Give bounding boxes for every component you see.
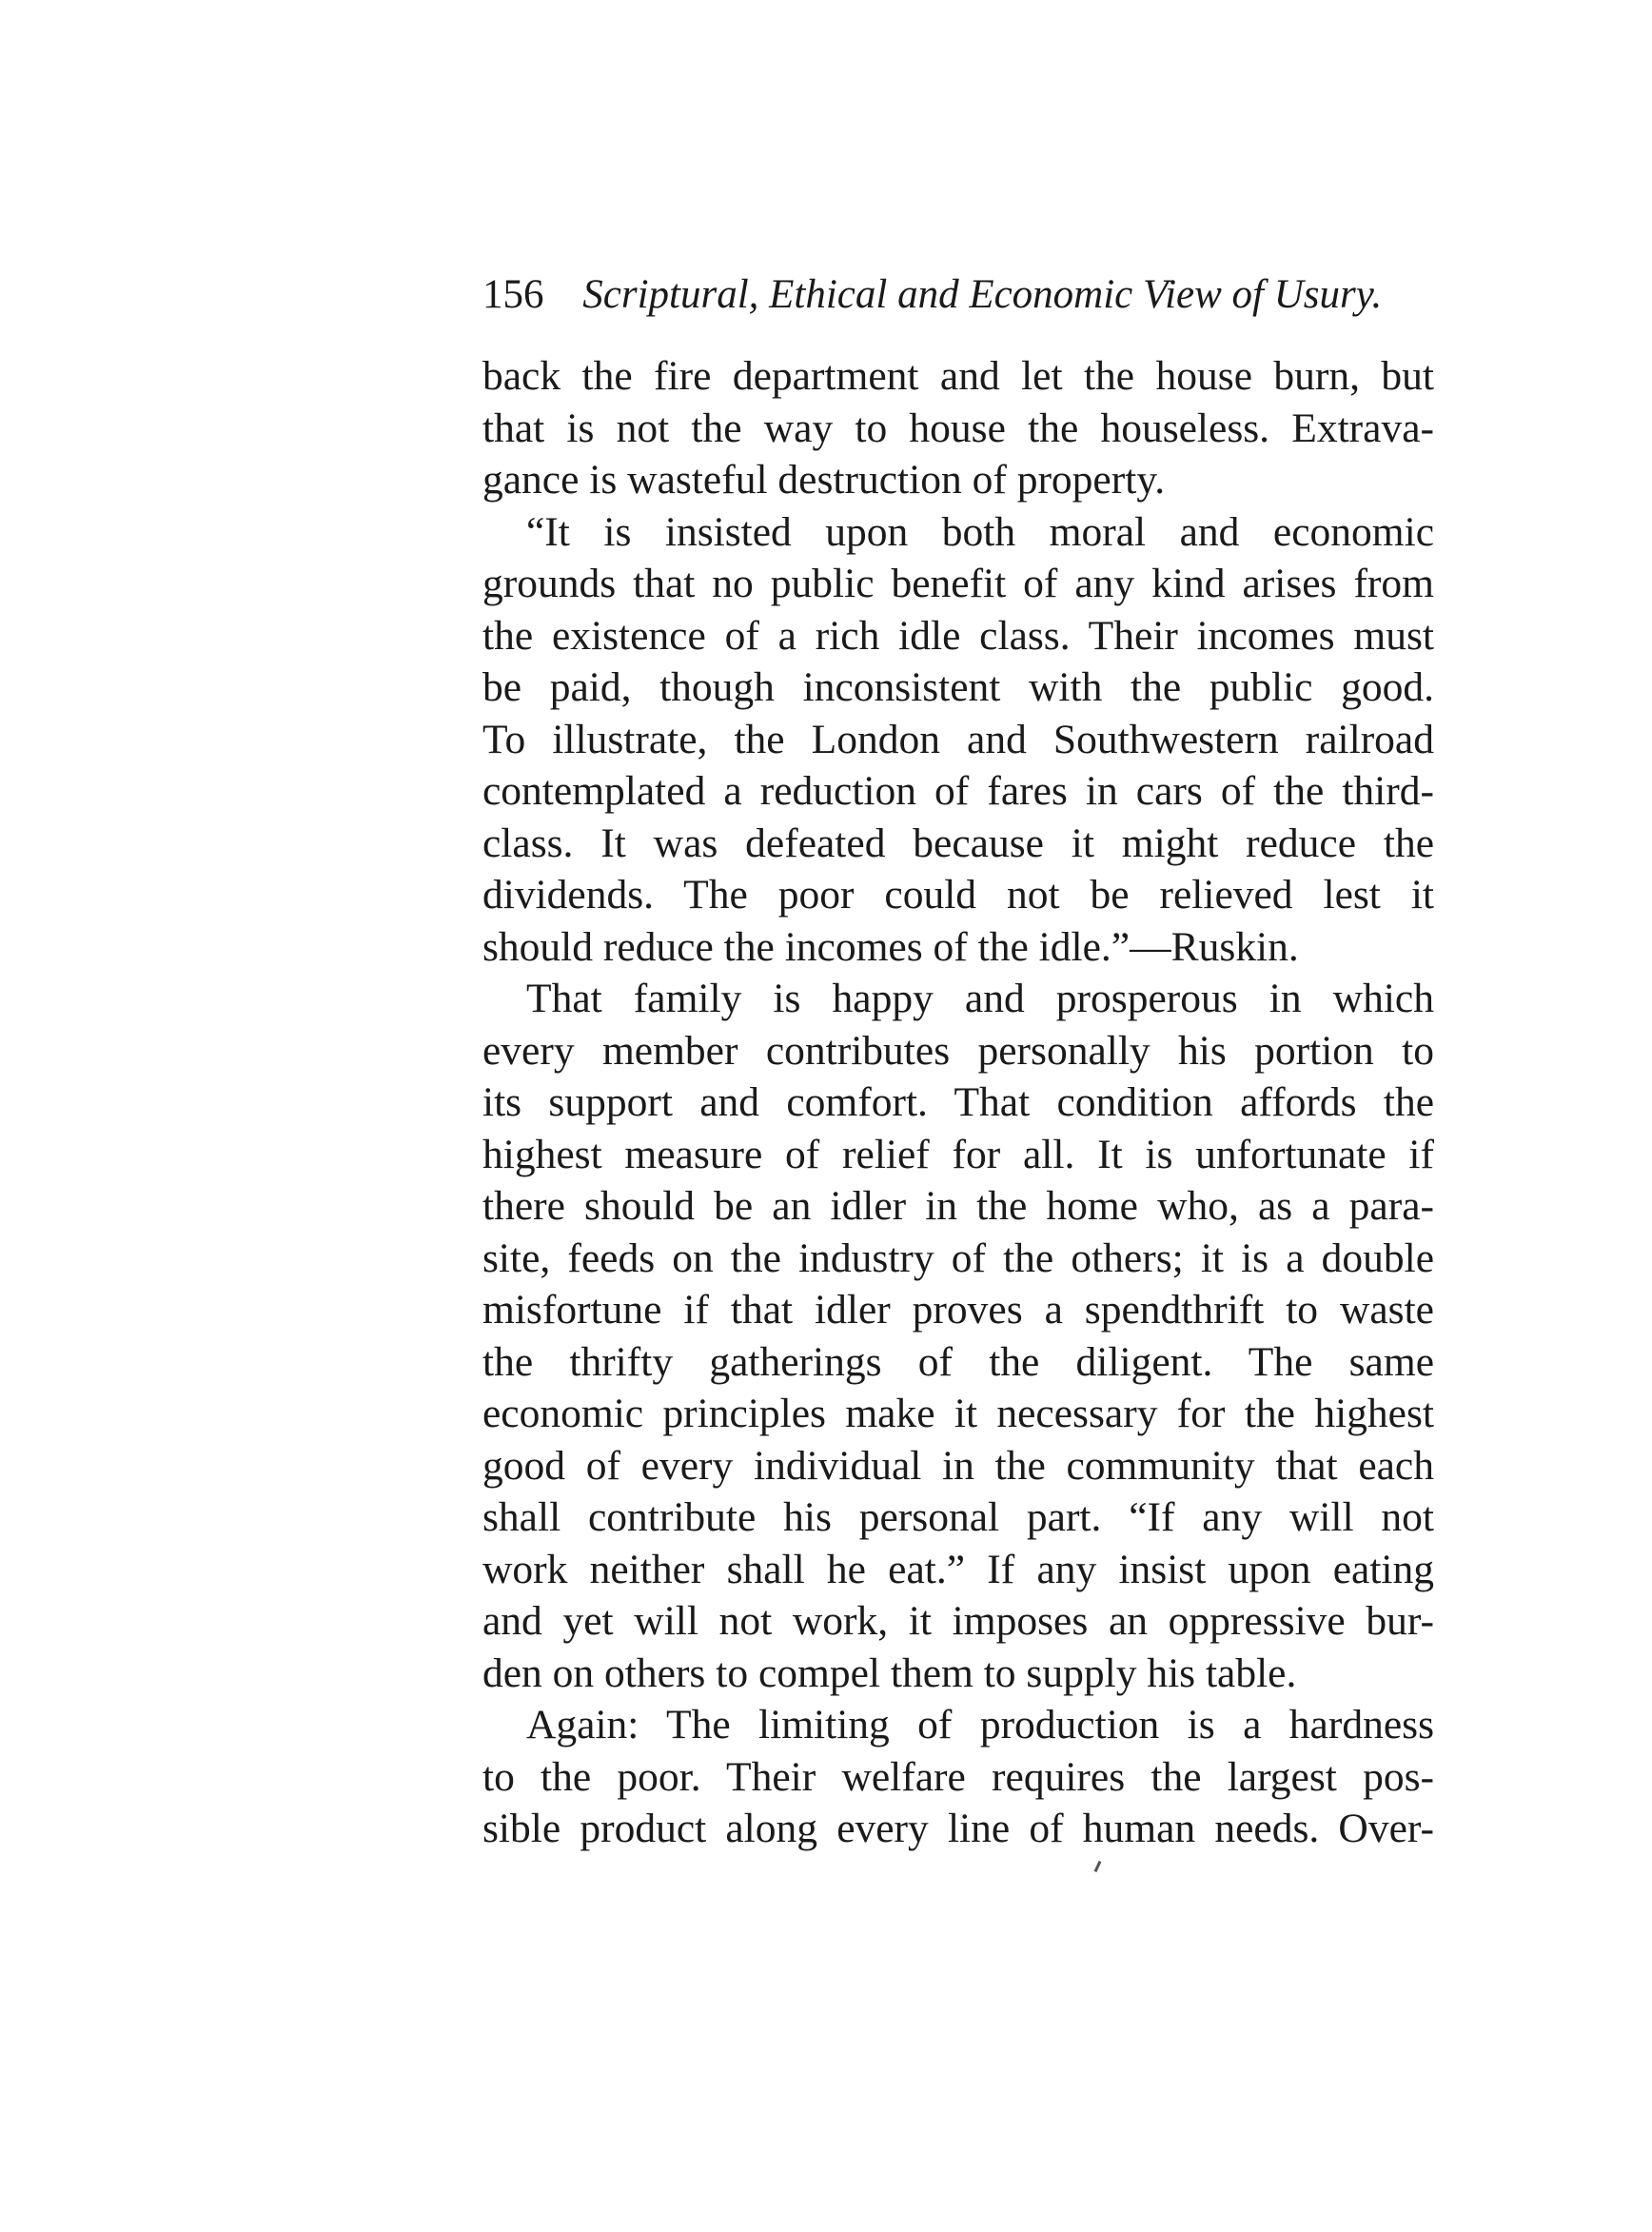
text-line: den on others to compel them to supply his table. — [482, 1649, 1297, 1696]
running-head — [482, 267, 1434, 324]
text-line: good of every individual in the community that each — [482, 1442, 1434, 1489]
text-line: be paid, though inconsistent with the public good. — [482, 664, 1434, 710]
text-line: and yet will not work, it imposes an oppressive bur- — [482, 1598, 1434, 1644]
body-text — [482, 350, 1434, 1855]
text-line: there should be an idler in the home who, as a para- — [482, 1183, 1434, 1229]
text-line: its support and comfort. That condition affords the — [482, 1079, 1434, 1125]
text-line: the thrifty gatherings of the diligent. The same — [482, 1338, 1434, 1385]
text-line: back the fire department and let the house burn, but — [482, 353, 1434, 399]
text-line: “It is insisted upon both moral and economic — [526, 508, 1434, 555]
text-line: misfortune if that idler proves a spendthrift to waste — [482, 1287, 1434, 1333]
text-line: dividends. The poor could not be relieved lest it — [482, 872, 1434, 918]
page-number: 156 — [482, 272, 544, 317]
text-line: class. It was defeated because it might reduce the — [482, 820, 1434, 866]
text-line: Again: The limiting of production is a hardness — [526, 1702, 1434, 1748]
text-line: highest measure of relief for all. It is unfortunate if — [482, 1131, 1434, 1177]
text-line: should reduce the incomes of the idle.”—Ruskin. — [482, 923, 1299, 970]
text-line: grounds that no public benefit of any kind arises from — [482, 561, 1434, 606]
text-line: to the poor. Their welfare requires the largest pos- — [482, 1753, 1434, 1800]
text-line: contemplated a reduction of fares in cars of the third- — [482, 768, 1434, 814]
text-line: the existence of a rich idle class. Their incomes must — [482, 612, 1434, 659]
text-line: sible product along every line of human needs. Over- — [482, 1806, 1434, 1851]
text-line: work neither shall he eat.” If any insist upon eating — [482, 1546, 1434, 1592]
text-line: economic principles make it necessary for the highest — [482, 1391, 1434, 1436]
text-line: That family is happy and prosperous in which — [526, 976, 1434, 1021]
text-line: site, feeds on the industry of the others; it is a double — [482, 1235, 1434, 1281]
text-line: To illustrate, the London and Southwestern railroad — [482, 716, 1434, 762]
text-line: gance is wasteful destruction of property. — [482, 457, 1166, 503]
running-title: Scriptural, Ethical and Economic View of Usury. — [582, 272, 1383, 317]
stray-ink-mark — [1094, 1861, 1102, 1872]
text-line: every member contributes personally his portion to — [482, 1027, 1434, 1074]
text-line: shall contribute his personal part. “If any will not — [482, 1494, 1434, 1540]
text-line: that is not the way to house the houseless. Extrava- — [482, 405, 1434, 451]
